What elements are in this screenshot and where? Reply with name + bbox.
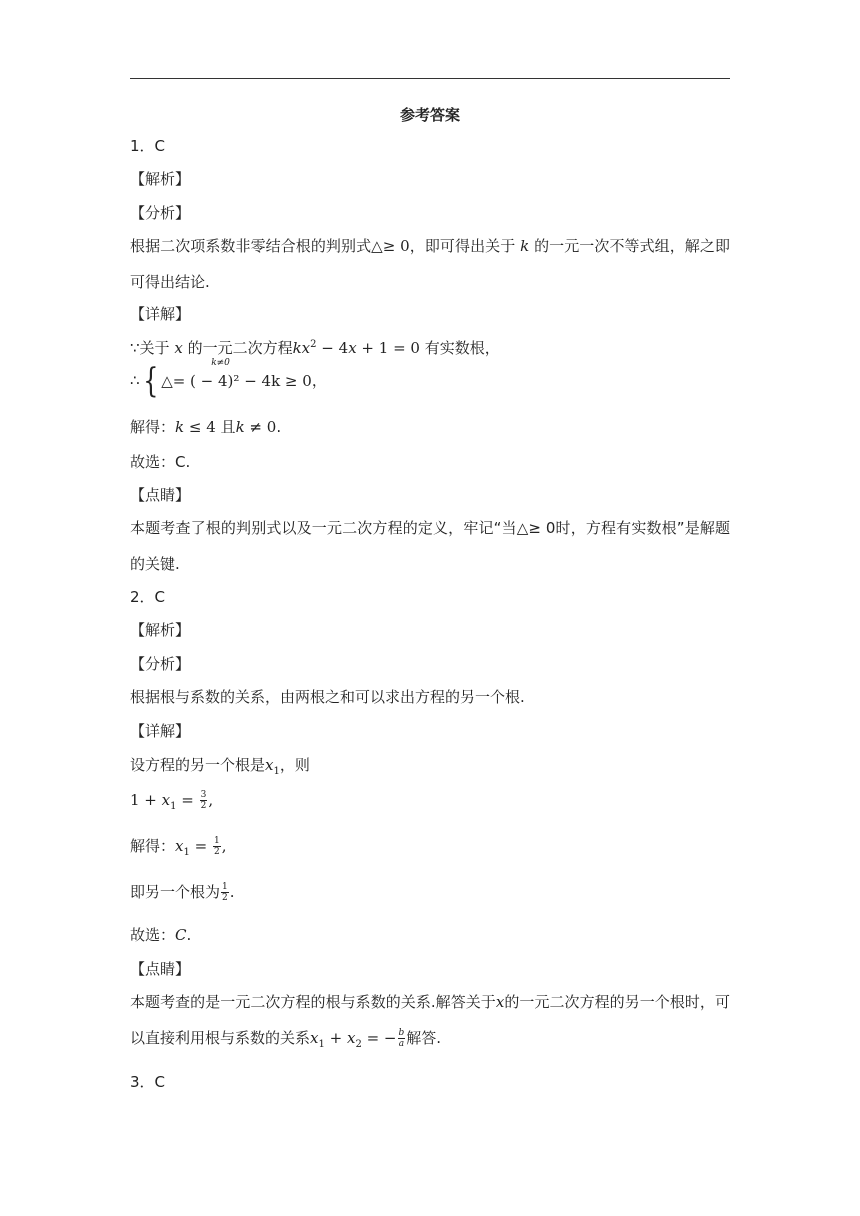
q2-dianjing-text: 本题考查的是一元二次方程的根与系数的关系.解答关于x的一元二次方程的另一个根时，可以直接利用根与系数的关系$x_1 + x_2$ = − $\frac{b}{a}$ 解答. <box>130 993 730 1050</box>
q1-fenxi-heading: 【分析】 <box>130 204 191 222</box>
q1-dianjing-text: 本题考查了根的判别式以及一元二次方程的定义，牢记“当△≥ 0时，方程有实数根”是解题的关键. <box>130 519 730 573</box>
q2-step4: 即另一个根为 $\frac{1}{2}$ . <box>130 882 235 903</box>
q2-step1: 设方程的另一个根是$x_1$，则 <box>130 756 310 777</box>
q2-jiexi-heading: 【解析】 <box>130 621 191 639</box>
q1-step4: 故选：C. <box>130 453 191 471</box>
q2-fenxi-heading: 【分析】 <box>130 655 191 673</box>
fraction-1-2: $\frac{1}{2}$ <box>213 836 220 857</box>
q1-step1: ∵关于 x 的一元二次方程$kx^2 - 4x + 1 = 0$ 有实数根， <box>130 339 500 357</box>
fraction-3-2: $\frac{3}{2}$ <box>200 790 207 811</box>
q1-jiexi-heading: 【解析】 <box>130 170 191 188</box>
q1-fenxi-text: 根据二次项系数非零结合根的判别式△≥ 0，即可得出关于 k 的一元一次不等式组，解之即可得出结论. <box>130 237 730 291</box>
q2-xiangjie-heading: 【详解】 <box>130 722 191 740</box>
q1-step3: 解得：k ≤ 4 且k ≠ 0. <box>130 418 282 436</box>
q2-dianjing-heading: 【点睛】 <box>130 960 191 978</box>
q1-dianjing-heading: 【点睛】 <box>130 486 191 504</box>
header-rule <box>130 78 730 79</box>
page-title: 参考答案 <box>399 106 460 124</box>
q2-step2: $1 + x_1$ = $\frac{3}{2}$ , <box>130 790 214 812</box>
q1-answer: 1．C <box>130 137 166 155</box>
fraction-b-a: $\frac{b}{a}$ <box>398 1028 405 1049</box>
q1-step2: ∴{ k≠0 △= ( − 4)² − 4k ≥ 0， <box>130 358 327 401</box>
q2-step5: 故选：C. <box>130 926 192 944</box>
fraction-1-2-b: $\frac{1}{2}$ <box>222 882 228 903</box>
q3-answer: 3．C <box>130 1073 166 1091</box>
q1-condition-k: k≠0 <box>211 358 230 368</box>
q2-step3: 解得：$x_1$ = $\frac{1}{2}$ , <box>130 836 227 858</box>
q1-xiangjie-heading: 【详解】 <box>130 305 191 323</box>
q2-fenxi-text: 根据根与系数的关系，由两根之和可以求出方程的另一个根. <box>130 688 525 706</box>
q2-answer: 2．C <box>130 588 166 606</box>
